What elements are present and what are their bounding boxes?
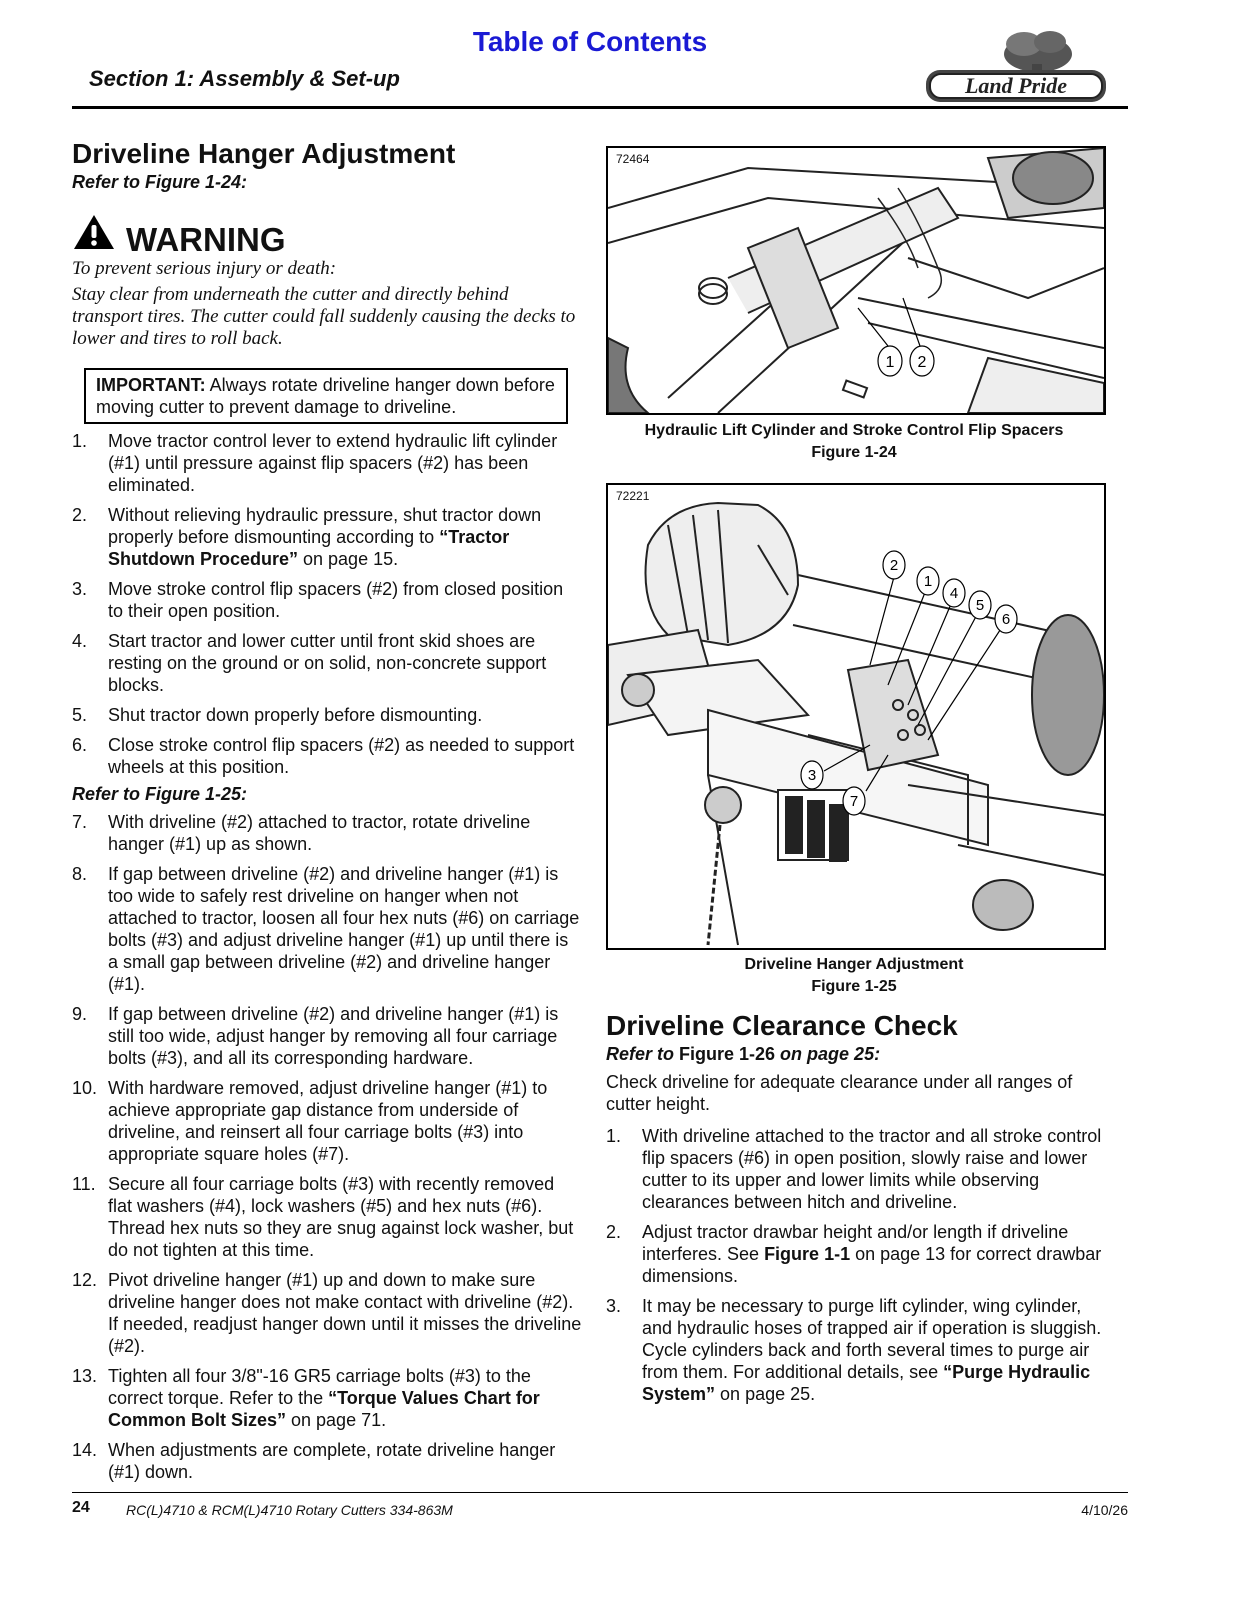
refer-figure-1-26: Refer to Figure 1-26 on page 25: xyxy=(606,1044,881,1064)
section-title: Section 1: Assembly & Set-up xyxy=(89,66,400,91)
important-label: IMPORTANT: xyxy=(96,375,206,395)
callout-6: 6 xyxy=(1001,611,1011,628)
table-of-contents-link[interactable]: Table of Contents xyxy=(472,26,708,57)
list-item: 1. With driveline attached to the tractor and all stroke control flip spacers (#6) in open position, slowly raise and lower cutter to its upper and lower limits while observing clearances between hitch and driveline. xyxy=(606,1126,1102,1212)
warning-header xyxy=(72,213,582,256)
driveline-hanger-heading: Driveline Hanger Adjustment xyxy=(72,138,456,169)
important-text: Always rotate driveline hanger down before moving cutter to prevent damage to driveline. xyxy=(96,375,555,417)
list-item: 9. If gap between driveline (#2) and driveline hanger (#1) is still too wide, adjust hanger by removing all four carriage bolts (#3), and all its corresponding hardware. xyxy=(72,1004,559,1068)
svg-text:Land Pride: Land Pride xyxy=(964,73,1068,98)
callout-3: 3 xyxy=(807,767,817,784)
clearance-intro: Check driveline for adequate clearance under all ranges of cutter height. xyxy=(606,1072,1073,1114)
list-item: 11. Secure all four carriage bolts (#3) with recently removed flat washers (#4), lock washers (#5) and hex nuts (#6). Thread hex nuts so they are snug against lock washer, but do not tighten at this time. xyxy=(72,1174,574,1260)
steps-list-b xyxy=(72,811,582,1483)
land-pride-logo xyxy=(920,28,1112,110)
figure-1-25-caption: Driveline Hanger Adjustment Figure 1-25 xyxy=(744,956,964,995)
steps-list-a xyxy=(72,430,582,778)
list-item: 7. With driveline (#2) attached to tractor, rotate driveline hanger (#1) up as shown. xyxy=(72,812,531,854)
callout-2: 2 xyxy=(889,557,899,574)
warning-line-1: To prevent serious injury or death: xyxy=(72,258,337,279)
list-item: 8. If gap between driveline (#2) and driveline hanger (#1) is too wide to safely rest driveline on hanger when not attached to tractor, loosen all four hex nuts (#6) on carriage bolts (#3) and adjust driveline hanger (#1) up until there is a small gap between driveline (#2) and driveline hanger (#1). xyxy=(72,864,580,994)
list-item: 13. Tighten all four 3/8"-16 GR5 carriage bolts (#3) to the correct torque. Refer to the “Torque Values Chart for Common Bolt Sizes” on page 71. xyxy=(72,1366,540,1430)
callout-2: 2 xyxy=(917,354,927,371)
clearance-steps xyxy=(606,1125,1106,1405)
list-item: 6. Close stroke control flip spacers (#2) as needed to support wheels at this position. xyxy=(72,735,575,777)
callout-7: 7 xyxy=(849,793,859,810)
figure-1-24-image xyxy=(606,146,1106,415)
list-item: 4. Start tractor and lower cutter until front skid shoes are resting on the ground or on solid, non-concrete support blocks. xyxy=(72,631,547,695)
warning-line-2: Stay clear from underneath the cutter and directly behind transport tires. The cutter could fall suddenly causing the decks to lower and tires to roll back. xyxy=(72,284,576,349)
cross-reference-link[interactable]: “Torque Values Chart for Common Bolt Sizes” xyxy=(108,1388,540,1430)
header-rule xyxy=(72,106,1128,109)
list-item: 2. Adjust tractor drawbar height and/or length if driveline interferes. See Figure 1-1 on page 13 for correct drawbar dimensions. xyxy=(606,1222,1102,1286)
callout-4: 4 xyxy=(949,585,959,602)
footer-rule xyxy=(72,1492,1128,1493)
clearance-check-heading: Driveline Clearance Check xyxy=(606,1010,958,1041)
warning-title: WARNING xyxy=(126,221,286,258)
refer-figure-1-25: Refer to Figure 1-25: xyxy=(72,784,248,804)
figure-1-25-image xyxy=(606,483,1106,950)
figure-1-24-caption: Hydraulic Lift Cylinder and Stroke Control Flip Spacers Figure 1-24 xyxy=(644,422,1064,461)
list-item: 2. Without relieving hydraulic pressure, shut tractor down properly before dismounting according to “Tractor Shutdown Procedure” on page 15. xyxy=(72,505,542,569)
page-number: 24 xyxy=(72,1499,90,1516)
important-notice xyxy=(84,368,568,424)
cross-reference-link[interactable]: “Tractor Shutdown Procedure” xyxy=(108,527,510,569)
document-date: 4/10/26 xyxy=(1081,1502,1128,1518)
warning-triangle-icon xyxy=(72,213,116,256)
right-column xyxy=(606,1010,1106,1413)
left-column xyxy=(72,138,582,1491)
list-item: 10. With hardware removed, adjust driveline hanger (#1) to achieve appropriate gap distance from underside of driveline, and reinsert all four carriage bolts (#3) into appropriate square holes (#7). xyxy=(72,1078,548,1164)
list-item: 14. When adjustments are complete, rotate driveline hanger (#1) down. xyxy=(72,1440,556,1482)
document-title: RC(L)4710 & RCM(L)4710 Rotary Cutters 334-863M xyxy=(126,1502,453,1518)
list-item: 12. Pivot driveline hanger (#1) up and down to make sure driveline hanger does not make contact with driveline (#2). If needed, readjust hanger down until it misses the driveline (#2). xyxy=(72,1270,582,1356)
list-item: 3. It may be necessary to purge lift cylinder, wing cylinder, and hydraulic hoses of trapped air if operation is sluggish. Cycle cylinders back and forth several times to purge air from them. For additional details, see “Purge Hydraulic System” on page 25. xyxy=(606,1296,1102,1404)
cross-reference-link[interactable]: “Purge Hydraulic System” xyxy=(642,1362,1091,1404)
refer-figure-1-24: Refer to Figure 1-24: xyxy=(72,172,248,192)
figure-1-25-id: 72221 xyxy=(616,489,650,503)
list-item: 5. Shut tractor down properly before dismounting. xyxy=(72,705,483,725)
figure-1-26-link[interactable]: Figure 1-26 xyxy=(674,1044,776,1064)
callout-1: 1 xyxy=(923,573,933,590)
figure-1-24-id: 72464 xyxy=(616,152,650,166)
callout-1: 1 xyxy=(885,354,895,371)
callout-5: 5 xyxy=(975,597,985,614)
cross-reference-link[interactable]: Figure 1-1 xyxy=(764,1244,851,1264)
list-item: 1. Move tractor control lever to extend hydraulic lift cylinder (#1) until pressure against flip spacers (#2) has been eliminated. xyxy=(72,431,558,495)
list-item: 3. Move stroke control flip spacers (#2) from closed position to their open position. xyxy=(72,579,564,621)
